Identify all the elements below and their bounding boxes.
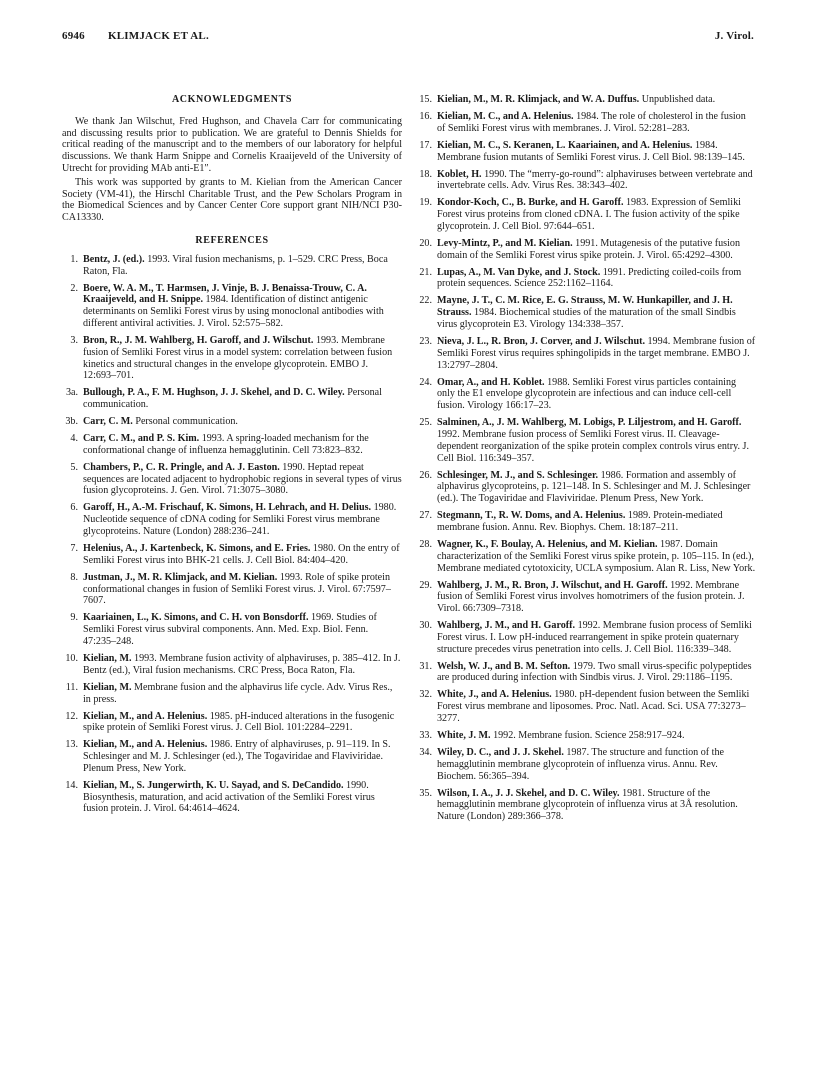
- reference-citation: 1991. Mutagenesis of the putative fusion domain of the Semliki Forest virus spike protein. J. Virol. 65:4292–4300.: [437, 237, 740, 261]
- reference-text: [437, 510, 756, 534]
- reference-number: 29.: [419, 579, 432, 591]
- acknowledgments-paragraph: This work was supported by grants to M. Kielian from the American Cancer Society (VM-41), the Hirschl Charitable Trust, and the Pew Scholars Program in the Biomedical Sciences and by Cancer Center Core support grant NIH/NCI P30-CA13330.: [62, 176, 402, 224]
- reference-authors: Stegmann, T., R. W. Doms, and A. Helenius.: [437, 510, 626, 522]
- reference-text: [437, 377, 756, 412]
- reference-number: 24.: [419, 376, 432, 388]
- reference-entry: [62, 739, 402, 774]
- reference-entry: [62, 653, 402, 677]
- reference-list-right: [416, 94, 756, 823]
- reference-citation: 1993. Role of spike protein conformational changes in fusion of Semliki Forest virus. J. Virol. 67:7597–7607.: [83, 571, 391, 607]
- reference-authors: Wilson, I. A., J. J. Skehel, and D. C. Wiley.: [437, 787, 620, 799]
- reference-number: 12.: [65, 710, 78, 722]
- reference-authors: Mayne, J. T., C. M. Rice, E. G. Strauss, M. W. Hunkapiller, and J. H. Strauss.: [437, 295, 733, 319]
- reference-entry: [416, 336, 756, 371]
- journal-name: J. Virol.: [714, 30, 754, 42]
- reference-citation: 1992. Membrane fusion process of Semliki Forest virus. I. Low pH-induced rearrangement in spike protein quaternary structure precedes virus penetration into cells. J. Cell Biol. 116:339–348.: [437, 620, 752, 655]
- right-column: [416, 94, 756, 828]
- reference-authors: Omar, A., and H. Koblet.: [437, 376, 545, 388]
- reference-entry: [62, 283, 402, 330]
- references-heading: REFERENCES: [195, 234, 269, 246]
- reference-entry: [62, 612, 402, 647]
- reference-authors: Wiley, D. C., and J. J. Skehel.: [437, 747, 564, 759]
- reference-authors: Kielian, M. C., and A. Helenius.: [437, 110, 574, 122]
- reference-text: [83, 543, 402, 567]
- reference-number: 21.: [419, 266, 432, 278]
- reference-number: 7.: [70, 543, 78, 554]
- reference-number: 14.: [65, 779, 78, 791]
- reference-entry: [62, 335, 402, 382]
- reference-text: [83, 612, 402, 647]
- reference-number: 16.: [419, 110, 432, 122]
- reference-entry: [416, 689, 756, 724]
- reference-citation: 1992. Membrane fusion process of Semliki Forest virus. II. Cleavage-dependent reorganization of the spike protein complex controls virus entry. J. Cell Biol. 116:349–357.: [437, 429, 749, 464]
- reference-number: 13.: [65, 739, 78, 751]
- reference-authors: Kielian, M., and A. Helenius.: [83, 739, 208, 751]
- reference-text: [437, 140, 756, 164]
- reference-authors: Wahlberg, J. M., R. Bron, J. Wilschut, and H. Garoff.: [437, 579, 668, 591]
- reference-number: 27.: [419, 510, 432, 522]
- reference-text: [83, 572, 402, 607]
- reference-authors: Kielian, M. C., S. Keranen, L. Kaariainen, and A. Helenius.: [437, 139, 693, 151]
- reference-text: [437, 620, 756, 655]
- reference-entry: [416, 197, 756, 232]
- reference-text: [437, 417, 756, 464]
- reference-authors: Carr, C. M.: [83, 416, 133, 428]
- reference-number: 26.: [419, 469, 432, 481]
- reference-entry: [416, 417, 756, 464]
- running-header: [62, 30, 754, 46]
- reference-authors: Bullough, P. A., F. M. Hughson, J. J. Skehel, and D. C. Wiley.: [83, 387, 345, 399]
- reference-citation: 1990. The “merry-go-round”: alphaviruses between vertebrate and invertebrate cells. Adv. Virus Res. 38:343–402.: [437, 168, 753, 192]
- reference-authors: Wahlberg, J. M., and H. Garoff.: [437, 620, 576, 632]
- reference-authors: Kielian, M., and A. Helenius.: [83, 710, 208, 722]
- reference-authors: Kielian, M.: [83, 681, 132, 693]
- reference-number: 19.: [419, 197, 432, 209]
- reference-entry: [62, 254, 402, 278]
- acknowledgments-paragraph: We thank Jan Wilschut, Fred Hughson, and Chavela Carr for communicating and discussing results prior to publication. We are grateful to Dennis Shields for critical reading of the manuscript and to the members of our laboratory for helpful discussions. We thank Harm Snippe and Cornelis Kraaijeveld of the University of Utrecht for providing MAb anti-E1″.: [62, 115, 402, 174]
- reference-text: [437, 661, 756, 685]
- reference-entry: [416, 267, 756, 291]
- reference-text: [83, 462, 402, 497]
- reference-text: [83, 254, 402, 278]
- reference-number: 10.: [65, 652, 78, 664]
- reference-authors: White, J., and A. Helenius.: [437, 689, 552, 701]
- reference-entry: [416, 510, 756, 534]
- reference-entry: [416, 620, 756, 655]
- reference-authors: Nieva, J. L., R. Bron, J. Corver, and J. Wilschut.: [437, 336, 645, 348]
- reference-text: [437, 747, 756, 782]
- reference-text: [83, 387, 402, 411]
- reference-entry: [62, 416, 402, 428]
- reference-text: [83, 433, 402, 457]
- reference-number: 20.: [419, 237, 432, 249]
- reference-authors: Salminen, A., J. M. Wahlberg, M. Lobigs, P. Liljestrom, and H. Garoff.: [437, 417, 742, 429]
- reference-citation: 1980. Nucleotide sequence of cDNA coding for Semliki Forest virus membrane glycoproteins. Nature (London) 288:236–241.: [83, 502, 397, 538]
- reference-number: 32.: [419, 689, 432, 701]
- reference-authors: Carr, C. M., and P. S. Kim.: [83, 433, 200, 445]
- reference-text: [83, 739, 402, 774]
- reference-text: [437, 111, 756, 135]
- reference-entry: [62, 780, 402, 815]
- reference-text: [83, 711, 402, 735]
- reference-entry: [416, 730, 756, 742]
- reference-authors: Koblet, H.: [437, 168, 482, 180]
- reference-citation: 1984. Membrane fusion mutants of Semliki Forest virus. J. Cell Biol. 98:139–145.: [437, 139, 745, 163]
- reference-citation: Personal communication.: [83, 387, 382, 411]
- reference-number: 30.: [419, 620, 432, 632]
- reference-number: 3a.: [65, 387, 78, 399]
- reference-entry: [416, 238, 756, 262]
- reference-number: 3b.: [65, 416, 78, 428]
- reference-citation: 1994. Membrane fusion of Semliki Forest virus requires sphingolipids in the target membrane. EMBO J. 13:2797–2804.: [437, 336, 756, 371]
- reference-citation: 1984. Identification of distinct antigenic determinants on Semliki Forest virus by using monoclonal antibodies with different antiviral activities. J. Virol. 52:575–582.: [83, 294, 384, 329]
- reference-number: 31.: [419, 660, 432, 672]
- reference-text: [437, 295, 756, 330]
- reference-authors: Boere, W. A. M., T. Harmsen, J. Vinje, B. J. Benaissa-Trouw, C. A. Kraaijeveld, and H. Snippe.: [83, 282, 367, 306]
- reference-number: 11.: [65, 681, 78, 693]
- reference-citation: 1986. Entry of alphaviruses, p. 91–119. In S. Schlesinger and M. J. Schlesinger (ed.), The Togaviridae and Flaviviridae. Plenum Press, New York.: [83, 739, 391, 774]
- reference-citation: 1985. pH-induced alterations in the fusogenic spike protein of Semliki Forest virus. J. Cell Biol. 101:2284–2291.: [83, 710, 395, 734]
- reference-authors: Chambers, P., C. R. Pringle, and A. J. Easton.: [83, 461, 280, 473]
- reference-text: [437, 580, 756, 615]
- reference-citation: Membrane fusion and the alphavirus life cycle. Adv. Virus Res., in press.: [83, 681, 393, 705]
- reference-authors: Kielian, M., M. R. Klimjack, and W. A. Duffus.: [437, 94, 640, 105]
- reference-text: [437, 169, 756, 193]
- reference-text: [437, 94, 756, 106]
- reference-entry: [62, 682, 402, 706]
- reference-entry: [416, 539, 756, 574]
- reference-text: [437, 267, 756, 291]
- reference-citation: 1986. Formation and assembly of alphavirus glycoproteins, p. 121–148. In S. Schlesinger and M. J. Schlesinger (ed.). The Togaviridae and Flaviviridae. Plenum Press, New York.: [437, 469, 751, 505]
- reference-number: 18.: [419, 168, 432, 180]
- reference-authors: Kielian, M.: [83, 652, 132, 664]
- reference-citation: 1984. The role of cholesterol in the fusion of Semliki Forest virus with membranes. J. Virol. 52:281–283.: [437, 110, 746, 134]
- reference-number: 5.: [70, 461, 78, 473]
- reference-text: [437, 539, 756, 574]
- reference-text: [83, 780, 402, 815]
- reference-text: [437, 689, 756, 724]
- reference-entry: [416, 377, 756, 412]
- reference-citation: 1979. Two small virus-specific polypeptides are produced during infection with Sindbis virus. J. Virol. 29:1186–1195.: [437, 660, 752, 684]
- reference-number: 4.: [70, 433, 78, 445]
- reference-entry: [62, 711, 402, 735]
- reference-citation: 1987. The structure and function of the hemagglutinin membrane glycoprotein of influenza virus. Annu. Rev. Biochem. 56:365–394.: [437, 747, 725, 782]
- reference-authors: Lupas, A., M. Van Dyke, and J. Stock.: [437, 266, 601, 278]
- reference-authors: Levy-Mintz, P., and M. Kielian.: [437, 237, 573, 249]
- reference-number: 28.: [419, 538, 432, 550]
- reference-citation: 1991. Predicting coiled-coils from protein sequences. Science 252:1162–1164.: [437, 266, 742, 290]
- reference-citation: 1988. Semliki Forest virus particles containing only the E1 envelope glycoprotein are infectious and can induce cell-cell fusion. Virology 166:17–23.: [437, 376, 737, 412]
- reference-number: 3.: [70, 334, 78, 346]
- running-authors: KLIMJACK ET AL.: [108, 30, 209, 42]
- reference-citation: 1983. Expression of Semliki Forest virus proteins from cloned cDNA. I. The fusion activity of the spike glycoprotein. J. Cell Biol. 97:644–651.: [437, 197, 741, 232]
- reference-number: 9.: [70, 612, 78, 624]
- reference-citation: 1990. Biosynthesis, maturation, and acid activation of the Semliki Forest virus fusion protein. J. Virol. 64:4614–4624.: [83, 779, 375, 815]
- reference-citation: 1993. Membrane fusion activity of alphaviruses, p. 385–412. In J. Bentz (ed.), Viral fusion mechanisms. CRC Press, Boca Raton, Fla.: [83, 652, 401, 676]
- reference-text: [83, 682, 402, 706]
- reference-entry: [62, 433, 402, 457]
- reference-authors: Bron, R., J. M. Wahlberg, H. Garoff, and J. Wilschut.: [83, 334, 314, 346]
- reference-citation: 1980. On the entry of Semliki Forest virus into BHK-21 cells. J. Cell Biol. 84:404–420.: [83, 543, 400, 566]
- reference-citation: 1992. Membrane fusion of Semliki Forest virus involves homotrimers of the fusion protein. J. Virol. 66:7309–7318.: [437, 579, 745, 615]
- reference-citation: Personal communication.: [132, 416, 238, 428]
- reference-text: [437, 730, 756, 742]
- reference-citation: 1989. Protein-mediated membrane fusion. Annu. Rev. Biophys. Chem. 18:187–211.: [437, 510, 723, 533]
- reference-list-left: [62, 254, 402, 815]
- reference-text: [83, 335, 402, 382]
- reference-number: 6.: [70, 502, 78, 514]
- reference-citation: 1993. A spring-loaded mechanism for the conformational change of influenza hemagglutinin. Cell 73:823–832.: [83, 433, 369, 456]
- reference-number: 25.: [419, 417, 432, 429]
- reference-text: [437, 788, 756, 823]
- reference-entry: [416, 747, 756, 782]
- reference-authors: Justman, J., M. R. Klimjack, and M. Kielian.: [83, 571, 278, 583]
- reference-entry: [416, 580, 756, 615]
- reference-authors: Bentz, J. (ed.).: [83, 253, 145, 265]
- acknowledgments-heading: ACKNOWLEDGMENTS: [171, 94, 293, 105]
- page-number: 6946: [62, 30, 85, 42]
- reference-entry: [62, 502, 402, 537]
- left-column: [62, 94, 402, 820]
- reference-citation: 1992. Membrane fusion. Science 258:917–924.: [490, 730, 685, 742]
- reference-authors: Kaariainen, L., K. Simons, and C. H. von Bonsdorff.: [83, 612, 309, 624]
- reference-authors: Schlesinger, M. J., and S. Schlesinger.: [437, 469, 599, 481]
- reference-citation: 1993. Membrane fusion of Semliki Forest virus in a model system: correlation between fusion kinetics and structural changes in the envelope glycoprotein. EMBO J. 12:693–701.: [83, 334, 393, 382]
- reference-number: 33.: [419, 730, 432, 742]
- reference-citation: Unpublished data.: [639, 94, 716, 105]
- reference-number: 2.: [70, 282, 78, 294]
- reference-text: [437, 336, 756, 371]
- reference-authors: Welsh, W. J., and B. M. Sefton.: [437, 660, 571, 672]
- reference-entry: [416, 94, 756, 106]
- reference-text: [83, 502, 402, 537]
- reference-entry: [416, 140, 756, 164]
- reference-number: 8.: [70, 571, 78, 583]
- reference-entry: [62, 572, 402, 607]
- reference-citation: 1987. Domain characterization of the Semliki Forest virus spike protein, p. 105–115. In (ed.), Membrane mediated cytotoxicity, UCLA symposium. Alan R. Liss, New York.: [437, 538, 756, 574]
- reference-text: [437, 238, 756, 262]
- reference-number: 1.: [70, 253, 78, 265]
- reference-authors: Kondor-Koch, C., B. Burke, and H. Garoff.: [437, 197, 624, 209]
- reference-authors: White, J. M.: [437, 730, 491, 742]
- reference-number: 17.: [419, 139, 432, 151]
- reference-authors: Kielian, M., S. Jungerwirth, K. U. Sayad, and S. DeCandido.: [83, 779, 344, 791]
- reference-citation: 1969. Studies of Semliki Forest virus subviral components. Ann. Med. Exp. Biol. Fenn. 47:235–248.: [83, 612, 377, 647]
- reference-entry: [416, 111, 756, 135]
- reference-entry: [416, 470, 756, 505]
- reference-citation: 1990. Heptad repeat sequences are located adjacent to hydrophobic regions in several types of virus fusion glycoproteins. J. Gen. Virol. 71:3075–3080.: [83, 461, 402, 497]
- reference-entry: [62, 462, 402, 497]
- reference-number: 34.: [419, 747, 432, 759]
- reference-citation: 1981. Structure of the hemagglutinin membrane glycoprotein of influenza virus at 3Å resolution. Nature (London) 289:366–378.: [437, 787, 738, 823]
- reference-citation: 1993. Viral fusion mechanisms, p. 1–529. CRC Press, Boca Raton, Fla.: [83, 253, 388, 277]
- reference-entry: [416, 661, 756, 685]
- reference-authors: Helenius, A., J. Kartenbeck, K. Simons, and E. Fries.: [83, 543, 311, 554]
- reference-citation: 1980. pH-dependent fusion between the Semliki Forest virus membrane and liposomes. Proc. Natl. Acad. Sci. USA 77:3273–3277.: [437, 689, 750, 725]
- reference-text: [437, 197, 756, 232]
- reference-number: 15.: [419, 94, 432, 105]
- reference-entry: [62, 543, 402, 567]
- reference-number: 23.: [419, 336, 432, 348]
- reference-authors: Wagner, K., F. Boulay, A. Helenius, and M. Kielian.: [437, 538, 658, 550]
- reference-text: [83, 283, 402, 330]
- reference-entry: [416, 295, 756, 330]
- reference-authors: Garoff, H., A.-M. Frischauf, K. Simons, H. Lehrach, and H. Delius.: [83, 502, 372, 514]
- reference-number: 35.: [419, 787, 432, 799]
- reference-text: [83, 653, 402, 677]
- reference-entry: [416, 788, 756, 823]
- reference-entry: [62, 387, 402, 411]
- reference-text: [83, 416, 402, 428]
- reference-citation: 1984. Biochemical studies of the maturation of the small Sindbis virus glycoprotein E3. Virology 134:338–357.: [437, 307, 736, 331]
- reference-number: 22.: [419, 295, 432, 307]
- reference-text: [437, 470, 756, 505]
- reference-entry: [416, 169, 756, 193]
